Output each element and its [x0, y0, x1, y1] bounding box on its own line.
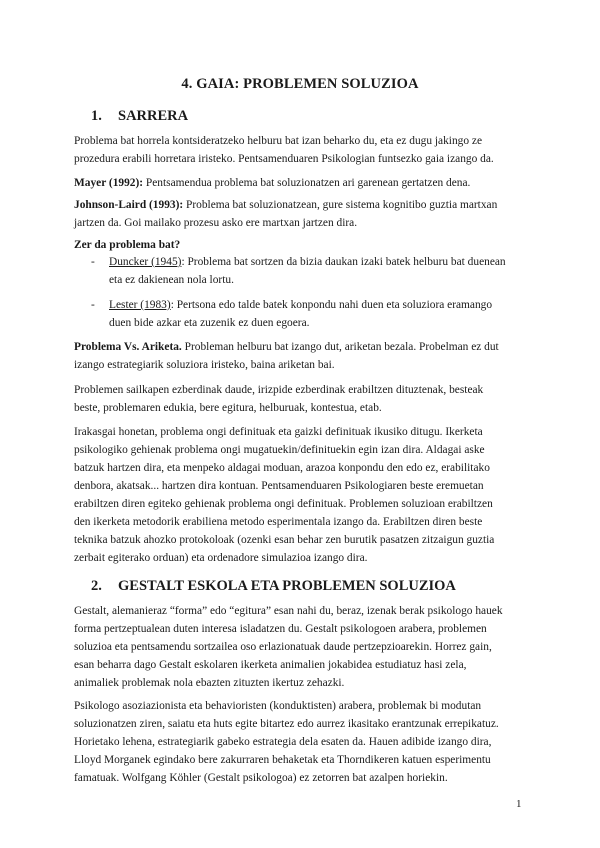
- intro-paragraph: [74, 132, 529, 168]
- definition-text: : Pertsona edo talde batek konpondu nahi duen eta soluziora eramango: [170, 299, 493, 311]
- gestalt-paragraph: [74, 602, 529, 692]
- paragraph-line: Problemen sailkapen ezberdinak daude, irizpide ezberdinak erabiltzen dituztenak, besteak: [74, 384, 484, 396]
- paragraph-line: soluzioa eta pentsamendu sortzailea oso erlazionatuak daude pertzepzioarekin. Horrez gain,: [74, 641, 492, 653]
- johnson-laird-definition: [74, 196, 529, 232]
- paragraph-line: beste, problemaren edukia, bere egitura, helburuak, kontestua, etab.: [74, 402, 382, 414]
- paragraph-line: famatuak. Wolfgang Köhler (Gestalt psikologoa) ez zetorren bat azalpen horiekin.: [74, 772, 448, 784]
- paragraph-line: zerbait egiterako orduan) eta ordenadore simulazioa izango dira.: [74, 552, 368, 564]
- johnson-text-line2: jartzen da. Goi mailako prozesu asko ere martxan jartzen dira.: [74, 217, 358, 229]
- reference-lester: Lester (1983): [109, 299, 171, 311]
- section-number: 2.: [91, 578, 102, 594]
- bullet-dash: -: [91, 256, 95, 268]
- mayer-text: Pentsamendua problema bat soluzionatzen ari garenean gertatzen dena.: [143, 177, 471, 189]
- vs-text-line1: Probleman helburu bat izango dut, ariketan bezala. Probelman ez dut: [181, 341, 499, 353]
- paragraph-line: esan beharra dago Gestalt eskolaren ikerketa animalien jokabidea estudiatuz hasi zela,: [74, 659, 467, 671]
- section-number: 1.: [91, 108, 102, 124]
- vs-label: Problema Vs. Ariketa.: [74, 341, 182, 353]
- johnson-label: Johnson-Laird (1993):: [74, 199, 184, 211]
- research-paragraph: [74, 423, 529, 567]
- mayer-definition: [74, 174, 529, 192]
- reference-duncker: Duncker (1945): [109, 256, 182, 268]
- problem-vs-exercise-paragraph: [74, 338, 529, 374]
- paragraph-line: animaliek problemak nola ebazten zituzten ikertuz zehazki.: [74, 677, 345, 689]
- section-title: GESTALT ESKOLA ETA PROBLEMEN SOLUZIOA: [118, 578, 456, 594]
- paragraph-line: denbora, akatsak... hartzen dira kontuan. Pentsamenduaren Psikologiaren beste eremuetan: [74, 480, 484, 492]
- paragraph-line: Lloyd Morganek egindako bere zakurraren behaketak eta Thorndikeren katuen esperimentu: [74, 754, 491, 766]
- paragraph-line: Gestalt, alemanieraz “forma” edo “egitura” esan nahi du, beraz, izenak berak psikologo hauek: [74, 605, 503, 617]
- paragraph-line: erabiltzen diren egiteko gehienak problema ongi definituak. Problemen soluzioan erabiltzen: [74, 498, 493, 510]
- paragraph-line: Psikologo asoziazionista eta behavioristen (konduktisten) arabera, problemak bi modutan: [74, 700, 482, 712]
- section-heading-gestalt: [91, 578, 456, 595]
- paragraph-line: teknika batzuk ahozko protokoloak (ozenki esan behar zen burutik pasatzen zitzaigun guztia: [74, 534, 495, 546]
- document-title: 4. GAIA: PROBLEMEN SOLUZIOA: [181, 76, 419, 92]
- definition-text: : Problema bat sortzen da bizia daukan izaki batek helburu bat duenean: [181, 256, 506, 268]
- mayer-label: Mayer (1992):: [74, 177, 144, 189]
- section-heading-sarrera: [91, 108, 188, 125]
- paragraph-line: den ikerketa metodorik erabiliena metodo esperimentala izango da. Erabiltzen diren beste: [74, 516, 483, 528]
- associationist-paragraph: [74, 697, 529, 787]
- section-title: SARRERA: [118, 108, 189, 124]
- bullet-dash: -: [91, 299, 95, 311]
- paragraph-line: Horietako lehena, estrategiarik gabeko estrategia dela esaten da. Hauen adibide izango dira,: [74, 736, 492, 748]
- definition-text: duen bide azkar eta zuzenik ez duen egoera.: [109, 317, 310, 329]
- paragraph-line: soluzionatzen ziren, saiatu eta huts egite bitartez edo aurrez ikasitako erantzunak errepikatuz.: [74, 718, 499, 730]
- paragraph-line: batzuk hartzen dira, eta menpeko aldagai moduan, arazoa konpondu den edo ez, erabilitako: [74, 462, 490, 474]
- paragraph-line: prozedura erabili horretara iristeko. Pentsamenduaren Psikologian funtsezko gaia izango da.: [74, 153, 494, 165]
- paragraph-line: psikologiko gehienak problema ongi mugatuekin/definituekin egin izan dira. Aldagai aske: [74, 444, 485, 456]
- paragraph-line: Irakasgai honetan, problema ongi definituak eta gaizki definituak ikusiko ditugu. Ikerketa: [74, 426, 483, 438]
- definition-text: eta ez dakienean nola lortu.: [109, 274, 234, 286]
- page-number: 1: [516, 798, 522, 810]
- johnson-text-line1: Problema bat soluzionatzean, gure sistema kognitibo guztia martxan: [183, 199, 498, 211]
- vs-text-line2: izango estrategiarik soluziora iristeko, baina ariketan bai.: [74, 359, 335, 371]
- problem-definition-heading: Zer da problema bat?: [74, 239, 181, 251]
- classification-paragraph: [74, 381, 529, 417]
- paragraph-line: forma pertzeptualean duten interesa isladatzen du. Gestalt psikologoen arabera, problemen: [74, 623, 487, 635]
- paragraph-line: Problema bat horrela kontsideratzeko helburu bat izan beharko du, eta ez dugu jakingo ze: [74, 135, 483, 147]
